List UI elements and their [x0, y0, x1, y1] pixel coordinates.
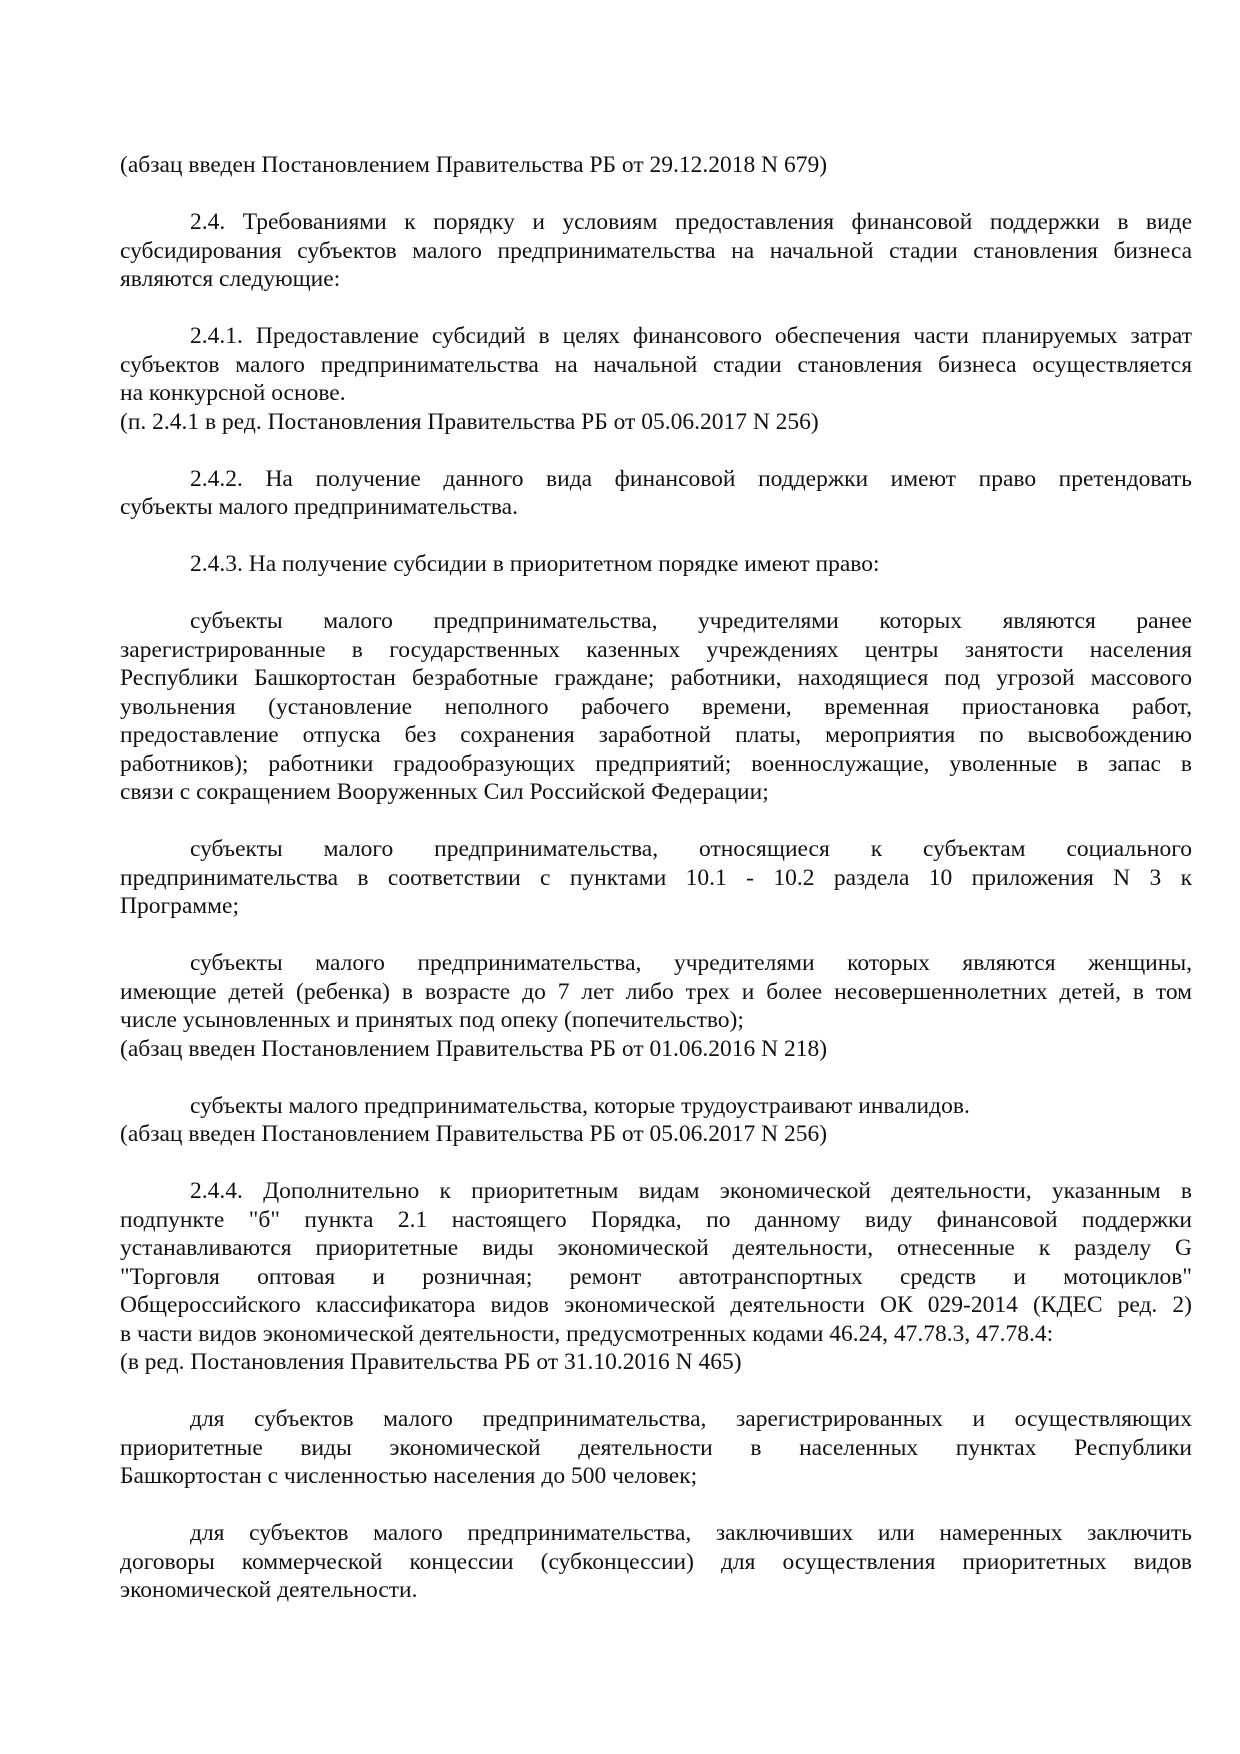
- text-line: субъекты малого предпринимательства, относящиеся к субъектам социального: [190, 836, 1192, 862]
- text-line: подпункте "б" пункта 2.1 настоящего Порядка, по данному виду финансовой поддержки: [120, 1206, 1192, 1233]
- paragraph-group: [120, 1177, 1192, 1377]
- list-item-paragraph: [120, 1519, 1192, 1605]
- list-item-paragraph: [120, 607, 1192, 807]
- paragraph-group: [120, 1519, 1192, 1605]
- text-line: зарегистрированные в государственных казенных учреждениях центры занятости населения: [120, 636, 1192, 663]
- clause-paragraph: [120, 322, 1192, 408]
- paragraph-group: [120, 949, 1192, 1063]
- text-line: Республики Башкортостан безработные граждане; работники, находящиеся под угрозой массового: [120, 665, 1192, 691]
- text-line: 2.4.1. Предоставление субсидий в целях финансового обеспечения части планируемых затрат: [190, 323, 1192, 349]
- text-line: "Торговля оптовая и розничная; ремонт автотранспортных средств и мотоциклов": [120, 1263, 1192, 1290]
- amendment-note: [120, 1035, 1192, 1064]
- text-line: субъектов малого предпринимательства на начальной стадии становления бизнеса осуществляется: [120, 351, 1192, 378]
- text-line: (абзац введен Постановлением Правительства РБ от 05.06.2017 N 256): [120, 1121, 828, 1147]
- amendment-note: [120, 408, 1192, 437]
- document-page: [120, 151, 1192, 1633]
- paragraph-group: [120, 151, 1192, 180]
- text-line: Общероссийского классификатора видов экономической деятельности ОК 029-2014 (КДЕС ред. 2): [120, 1292, 1192, 1318]
- paragraph-group: [120, 550, 1192, 579]
- text-line: (абзац введен Постановлением Правительства РБ от 29.12.2018 N 679): [120, 152, 828, 178]
- text-line: Программе;: [120, 893, 239, 919]
- amendment-note: [120, 151, 1192, 180]
- text-line: субъекты малого предпринимательства.: [120, 494, 518, 520]
- text-line: субсидирования субъектов малого предпринимательства на начальной стадии становления бизнеса: [120, 237, 1192, 264]
- text-line: работников); работники градообразующих предприятий; военнослужащие, уволенные в запас в: [120, 750, 1192, 777]
- text-line: являются следующие:: [120, 266, 341, 292]
- clause-paragraph: [120, 208, 1192, 294]
- text-line: имеющие детей (ребенка) в возрасте до 7 лет либо трех и более несовершеннолетних детей, в том: [120, 978, 1192, 1005]
- list-item-paragraph: [120, 1405, 1192, 1491]
- text-line: числе усыновленных и принятых под опеку (попечительство);: [120, 1007, 744, 1033]
- paragraph-group: [120, 1092, 1192, 1149]
- list-item-paragraph: [120, 949, 1192, 1035]
- text-line: для субъектов малого предпринимательства, зарегистрированных и осуществляющих: [190, 1406, 1192, 1432]
- paragraph-group: [120, 607, 1192, 807]
- text-line: договоры коммерческой концессии (субконцессии) для осуществления приоритетных видов: [120, 1548, 1192, 1575]
- text-line: 2.4.4. Дополнительно к приоритетным видам экономической деятельности, указанным в: [190, 1178, 1192, 1204]
- text-line: Башкортостан с численностью населения до 500 человек;: [120, 1463, 698, 1489]
- text-line: субъекты малого предпринимательства, учредителями которых являются женщины,: [190, 950, 1192, 976]
- text-line: субъекты малого предпринимательства, которые трудоустраивают инвалидов.: [190, 1092, 970, 1119]
- text-line: (в ред. Постановления Правительства РБ от 31.10.2016 N 465): [120, 1349, 742, 1375]
- text-line: для субъектов малого предпринимательства, заключивших или намеренных заключить: [190, 1520, 1192, 1546]
- text-line: 2.4. Требованиями к порядку и условиям предоставления финансовой поддержки в виде: [190, 209, 1192, 235]
- text-line: увольнения (установление неполного рабочего времени, временная приостановка работ,: [120, 693, 1192, 720]
- amendment-note: [120, 1348, 1192, 1377]
- list-item-paragraph: [120, 1092, 1192, 1121]
- text-line: приоритетные виды экономической деятельности в населенных пунктах Республики: [120, 1434, 1192, 1461]
- paragraph-group: [120, 322, 1192, 436]
- text-line: субъекты малого предпринимательства, учредителями которых являются ранее: [190, 608, 1192, 634]
- clause-paragraph: [120, 1177, 1192, 1348]
- text-line: на конкурсной основе.: [120, 380, 346, 406]
- paragraph-group: [120, 465, 1192, 522]
- text-line: 2.4.2. На получение данного вида финансовой поддержки имеют право претендовать: [190, 465, 1192, 492]
- text-line: в части видов экономической деятельности, предусмотренных кодами 46.24, 47.78.3, 47.78.4:: [120, 1320, 1054, 1347]
- text-line: (п. 2.4.1 в ред. Постановления Правительства РБ от 05.06.2017 N 256): [120, 408, 819, 435]
- paragraph-group: [120, 1405, 1192, 1491]
- paragraph-group: [120, 835, 1192, 921]
- text-line: связи с сокращением Вооруженных Сил Российской Федерации;: [120, 779, 769, 805]
- text-line: предпринимательства в соответствии с пунктами 10.1 - 10.2 раздела 10 приложения N 3 к: [120, 864, 1192, 891]
- text-line: (абзац введен Постановлением Правительства РБ от 01.06.2016 N 218): [120, 1035, 828, 1062]
- amendment-note: [120, 1120, 1192, 1149]
- text-line: предоставление отпуска без сохранения заработной платы, мероприятия по высвобождению: [120, 722, 1192, 748]
- text-line: экономической деятельности.: [120, 1577, 418, 1603]
- clause-paragraph: [120, 465, 1192, 522]
- clause-paragraph: [120, 550, 1192, 579]
- paragraph-group: [120, 208, 1192, 294]
- text-line: устанавливаются приоритетные виды экономической деятельности, отнесенные к разделу G: [120, 1235, 1192, 1261]
- list-item-paragraph: [120, 835, 1192, 921]
- text-line: 2.4.3. На получение субсидии в приоритетном порядке имеют право:: [190, 551, 880, 577]
